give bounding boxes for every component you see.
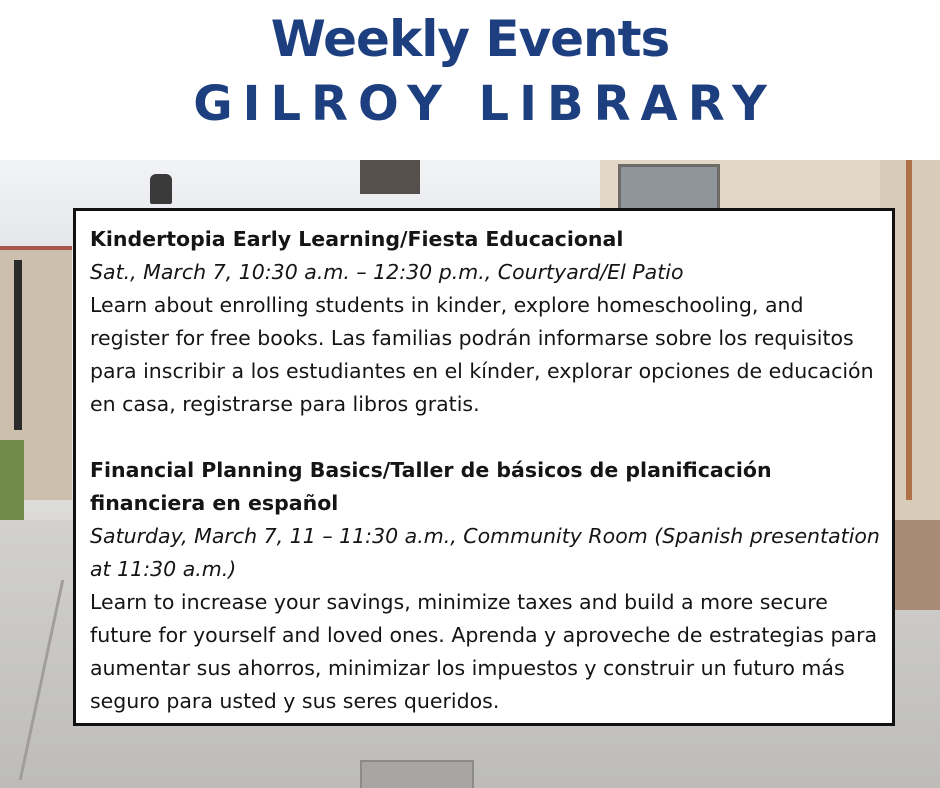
event-spacer [90, 421, 880, 454]
page-title: Weekly Events [270, 10, 670, 68]
event-item [90, 223, 880, 421]
event-title: Kindertopia Early Learning/Fiesta Educacional [90, 227, 624, 251]
page-subtitle: GILROY LIBRARY [193, 76, 777, 132]
event-datetime: Saturday, March 7, 11 – 11:30 a.m., Community Room (Spanish presentation at 11:30 a.m.) [90, 524, 880, 581]
event-item [90, 454, 880, 718]
event-description: Learn about enrolling students in kinder, explore homeschooling, and register for free books. Las familias podrán informarse sobre los requisitos para inscribir a los estudiantes en el kínder, explorar opciones de educación en casa, registrarse para libros gratis. [90, 293, 874, 416]
photo-utility-cover [360, 760, 474, 788]
photo-street-lamp [150, 174, 172, 204]
events-panel [73, 208, 895, 726]
event-datetime: Sat., March 7, 10:30 a.m. – 12:30 p.m., Courtyard/El Patio [90, 260, 684, 284]
photo-downspout [906, 160, 912, 500]
photo-window [618, 164, 720, 214]
photo-lamp-pole [14, 260, 22, 430]
event-title: Financial Planning Basics/Taller de básicos de planificación financiera en español [90, 458, 772, 515]
header [0, 0, 940, 160]
photo-grass [0, 440, 24, 520]
event-description: Learn to increase your savings, minimize taxes and build a more secure future for yourself and loved ones. Aprenda y aproveche de estrategias para aumentar sus ahorros, minimizar los impuestos y construir un futuro más seguro para usted y sus seres queridos. [90, 590, 878, 713]
photo-roof-eave [360, 160, 420, 194]
